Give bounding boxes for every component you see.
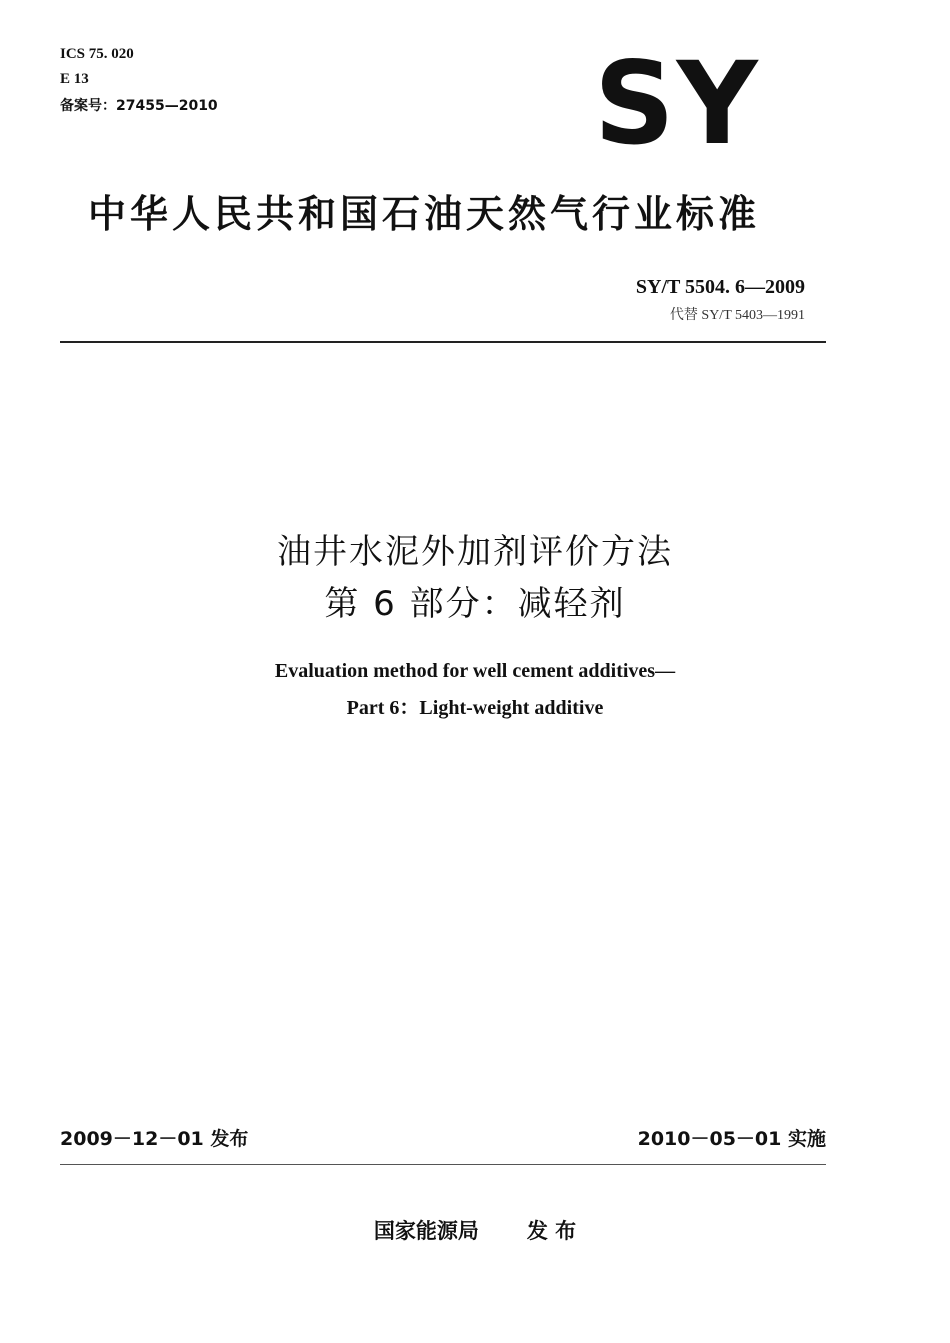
issuer-name: 国家能源局 <box>373 1219 479 1243</box>
issuer-action: 发 布 <box>526 1219 577 1243</box>
chinese-title-line1: 油井水泥外加剂评价方法 <box>277 532 673 572</box>
header-divider <box>60 341 826 343</box>
classification-code: E 13 <box>60 71 89 87</box>
english-title-line1: Evaluation method for well cement additives— <box>274 660 676 682</box>
org-title: 中华人民共和国石油天然气行业标准 <box>88 192 761 236</box>
record-number: 备案号：27455—2010 <box>60 98 218 114</box>
chinese-title-line2: 第 6 部分：减轻剂 <box>324 584 626 624</box>
issuer-line <box>0 1215 950 1245</box>
standard-number: SY/T 5504. 6—2009 <box>635 276 805 298</box>
footer-divider <box>60 1164 826 1165</box>
sy-logo: SY <box>594 37 760 171</box>
effective-date: 2010－05－01 实施 <box>637 1128 826 1150</box>
replaces-standard: 代替 SY/T 5403—1991 <box>669 308 805 323</box>
english-title-line2: Part 6：Light-weight additive <box>346 697 604 719</box>
ics-code: ICS 75. 020 <box>60 46 134 62</box>
issue-date: 2009－12－01 发布 <box>60 1128 249 1150</box>
